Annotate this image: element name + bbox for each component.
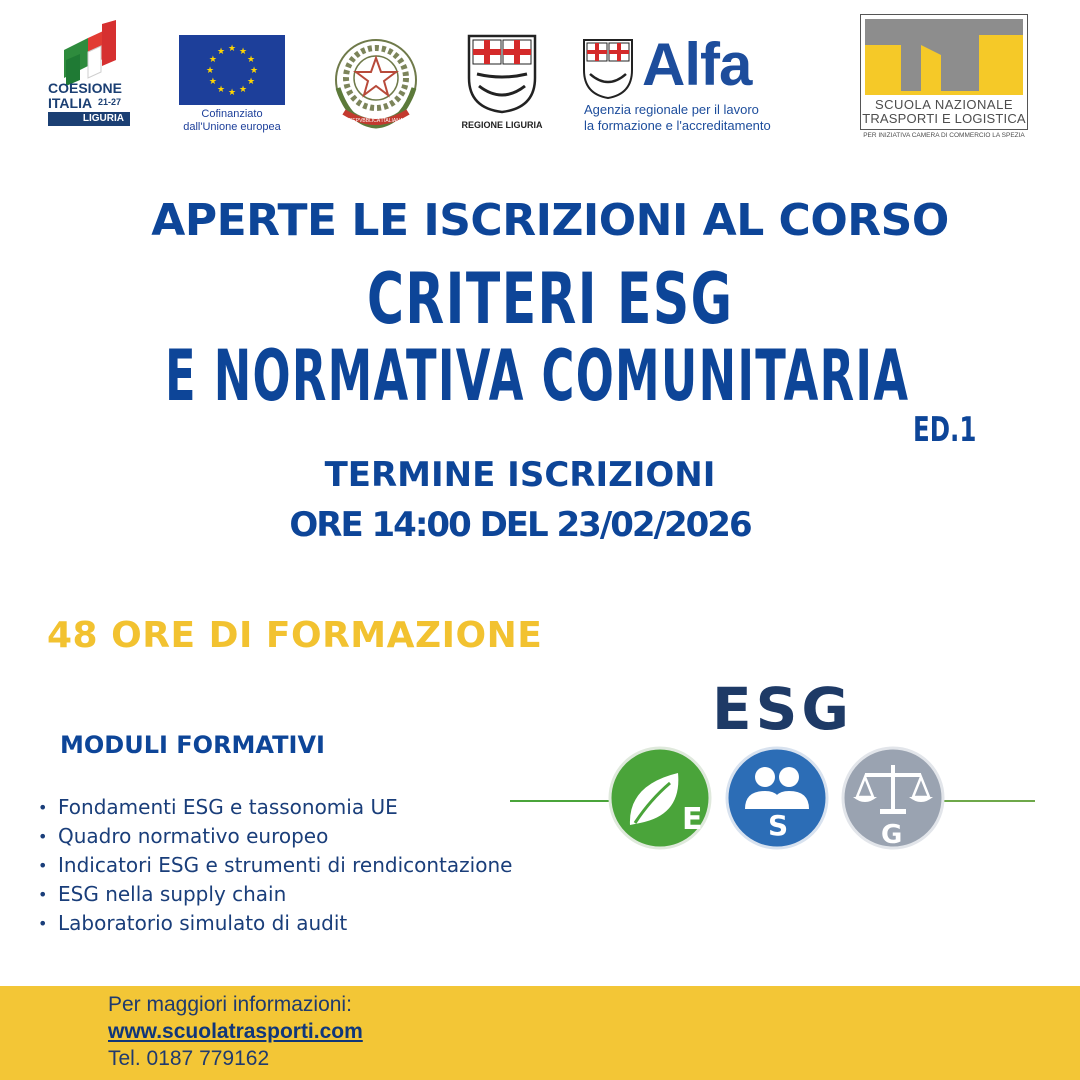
esg-graphic-title: ESG [712,675,853,743]
headline-course-title: CRITERI ESG [367,258,734,340]
alfa-shield-icon [582,38,634,100]
g-letter: G [881,820,903,850]
coesione-years: 21-27 [98,97,122,107]
module-item: • Laboratorio simulato di audit [58,909,512,938]
esg-graphic [510,745,1050,865]
modules-title: MODULI FORMATIVI [60,731,325,759]
scuola-mark-icon [861,15,1027,97]
eu-star-icon: ★ [216,84,226,95]
liguria-label: REGIONE LIGURIA [461,120,543,130]
regione-liguria-logo [462,34,542,134]
module-item: • Fondamenti ESG e tassonomia UE [58,793,512,822]
eu-star-icon: ★ [247,54,256,64]
website-link[interactable]: www.scuolatrasporti.com [108,1020,363,1043]
eu-logo [178,35,286,135]
coesione-region: LIGURIA [48,112,130,126]
module-item: • Indicatori ESG e strumenti di rendicontazione [58,851,512,880]
italy-emblem-logo [330,28,422,132]
eu-star-icon: ★ [227,87,237,97]
alfa-line1: Agenzia regionale per il lavoro [584,102,759,117]
alfa-name: Alfa [642,31,752,98]
scuola-line3: PER INIZIATIVA CAMERA DI COMMERCIO LA SPEZIA [863,132,1025,139]
module-item: • Quadro normativo europeo [58,822,512,851]
liguria-shield-icon [467,34,537,114]
emblem-icon [330,28,422,132]
headline-line1: APERTE LE ISCRIZIONI AL CORSO [151,195,949,246]
modules-list [58,793,512,938]
eu-star-icon: ★ [238,84,248,95]
eu-star-icon: ★ [238,45,248,56]
footer-info: Per maggiori informazioni: [108,993,352,1016]
eu-star-icon: ★ [208,54,217,64]
eu-flag-icon [179,35,285,105]
hours-label: 48 ORE DI FORMAZIONE [47,615,543,656]
eu-line1: Cofinanziato [201,108,263,120]
eu-star-icon: ★ [208,76,217,86]
s-letter: S [768,809,789,842]
eu-line2: dall'Unione europea [183,121,281,133]
eu-star-icon: ★ [227,43,237,53]
coesione-line2: ITALIA [48,95,93,111]
eu-star-icon: ★ [247,76,256,86]
eu-star-icon: ★ [216,45,226,56]
coesione-line1: COESIONE [48,80,122,96]
alfa-logo [582,31,802,138]
emblem-ring-text: REPVBBLICA ITALIANA [348,118,404,124]
eu-star-icon: ★ [205,65,215,75]
edition-label: ED.1 [913,410,977,450]
coesione-italia-logo [46,20,136,130]
deadline-label: TERMINE ISCRIZIONI [324,455,716,495]
scuola-line2: TRASPORTI E LOGISTICA [862,111,1026,126]
scuola-line1: SCUOLA NAZIONALE [874,97,1014,112]
deadline-value: ORE 14:00 DEL 23/02/2026 [289,505,751,545]
scuola-logo-box [860,14,1028,130]
footer-phone: Tel. 0187 779162 [108,1047,270,1070]
e-letter: E [682,802,703,837]
module-item: • ESG nella supply chain [58,880,512,909]
eu-star-icon: ★ [249,65,259,75]
scuola-nazionale-logo [860,14,1030,144]
alfa-line2: la formazione e l'accreditamento [584,118,771,133]
headline-course-subtitle: E NORMATIVA COMUNITARIA [165,335,910,417]
